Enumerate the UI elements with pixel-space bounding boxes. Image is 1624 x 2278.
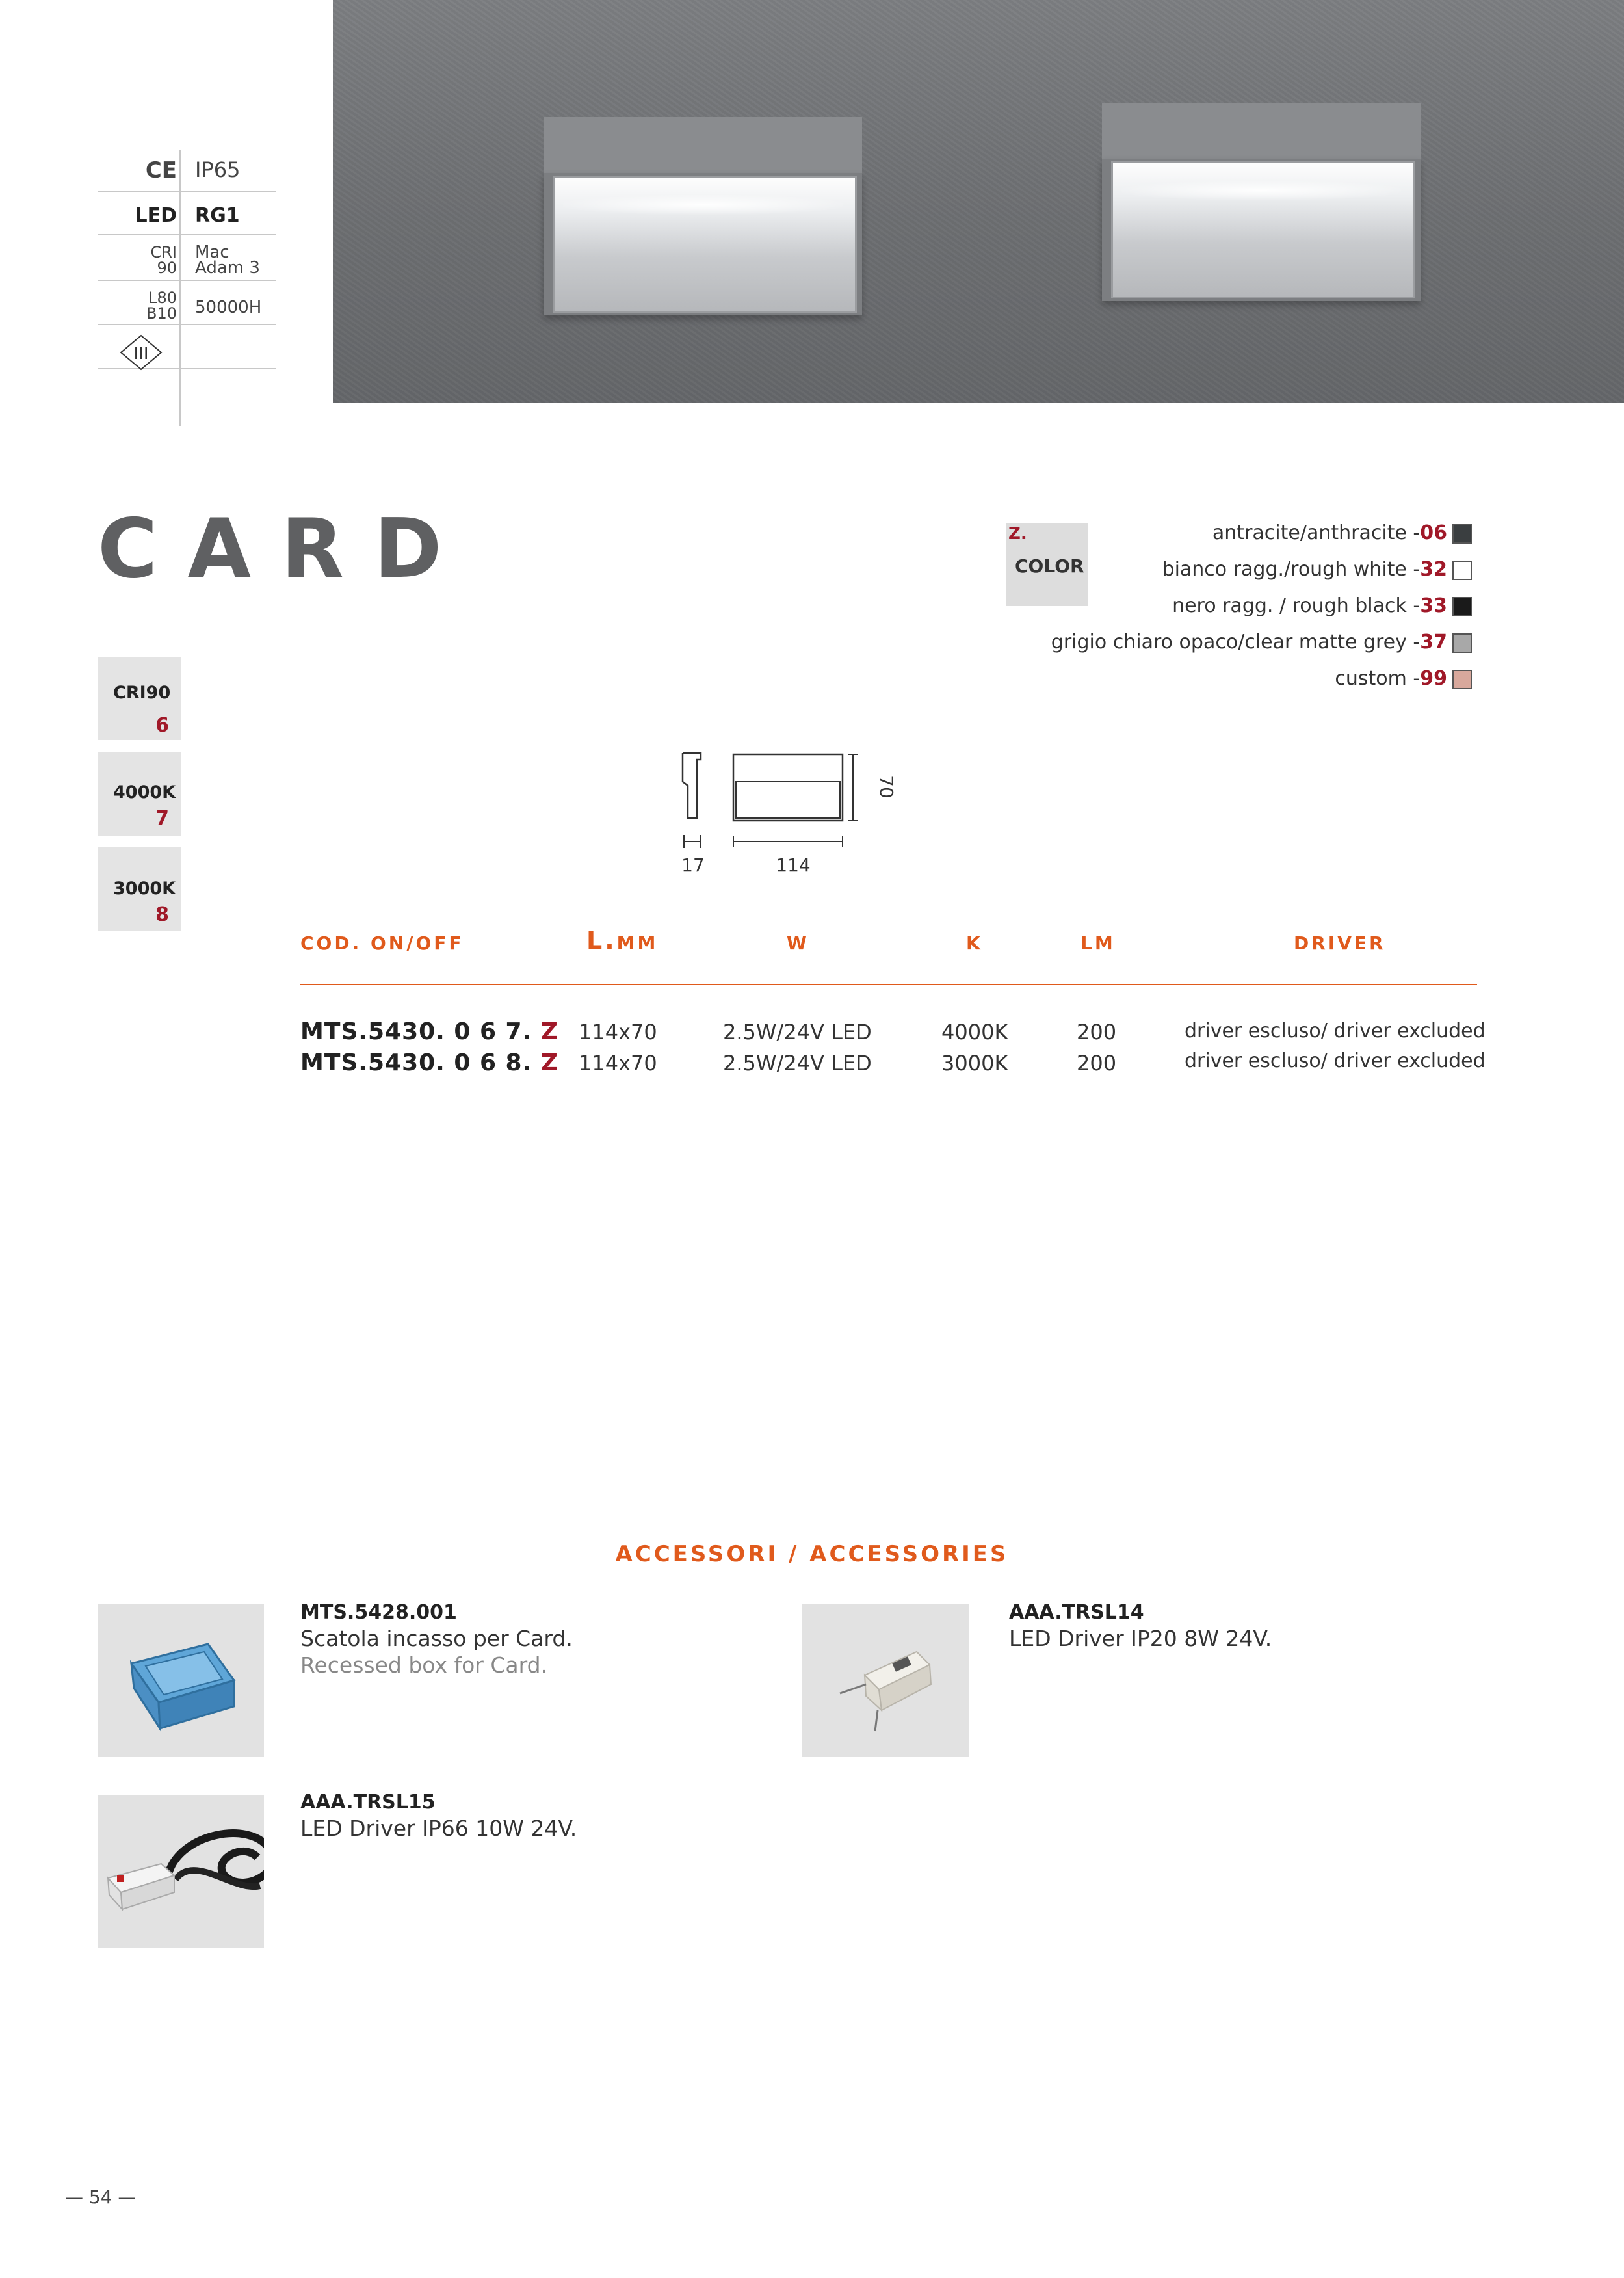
spec-row-led: [98, 192, 276, 235]
front-outline: [733, 754, 843, 821]
ip-rating: IP65: [195, 157, 241, 182]
color-option-anthracite: antracite/anthracite -06: [1212, 522, 1447, 544]
product-code: MTS.5430. 0 6 7. Z: [300, 1018, 558, 1045]
dimension-drawing: [663, 741, 923, 884]
accessory-desc-en: Recessed box for Card.: [300, 1652, 548, 1678]
led-class: RG1: [195, 204, 240, 227]
cell-lumen: 200: [1077, 1051, 1117, 1076]
recessed-box-icon: [98, 1604, 264, 1757]
cri-label: CRI: [150, 243, 177, 261]
accessory-desc: LED Driver IP66 10W 24V.: [300, 1816, 577, 1841]
badge-code: 6: [155, 714, 169, 737]
color-z-label: Z.: [1008, 524, 1027, 544]
cell-watt: 2.5W/24V LED: [723, 1020, 872, 1044]
width-dimension: 114: [776, 854, 811, 876]
col-header-driver: DRIVER: [1294, 933, 1386, 954]
badge-cri90: [98, 657, 181, 740]
cell-kelvin: 4000K: [941, 1020, 1008, 1044]
swatch-custom: [1452, 670, 1472, 689]
cell-kelvin: 3000K: [941, 1051, 1008, 1076]
badge-3000k: [98, 847, 181, 931]
cell-watt: 2.5W/24V LED: [723, 1051, 872, 1076]
badge-4000k: [98, 752, 181, 836]
cri-value: 90: [157, 259, 177, 277]
lamp-left: [544, 117, 862, 315]
swatch-black: [1452, 597, 1472, 616]
badge-code: 8: [155, 903, 169, 926]
col-header-lumen: LM: [1080, 933, 1116, 954]
depth-dimension: 17: [681, 854, 705, 876]
side-profile: [683, 753, 701, 818]
badge-label: 3000K: [113, 879, 176, 899]
swatch-white: [1452, 561, 1472, 580]
mac-label: Mac: [195, 243, 229, 262]
spec-row-ip: [98, 150, 276, 192]
badge-label: 4000K: [113, 782, 176, 802]
b10-label: B10: [146, 304, 177, 323]
lamp-right: [1102, 103, 1421, 301]
accessory-image-driver-ip20: [802, 1604, 969, 1757]
product-title: CARD: [98, 501, 472, 596]
color-box: [1006, 523, 1088, 606]
led-driver-cable-icon: [98, 1795, 264, 1948]
col-header-kelvin: K: [966, 933, 983, 954]
col-header-length: L.MM: [586, 926, 659, 955]
class-iii-label: III: [133, 344, 149, 364]
accessory-code: MTS.5428.001: [300, 1601, 457, 1624]
accessory-image-driver-ip66: [98, 1795, 264, 1948]
color-option-custom: custom -99: [1335, 667, 1447, 690]
product-code: MTS.5430. 0 6 8. Z: [300, 1050, 558, 1076]
col-header-code: COD. ON/OFF: [300, 933, 464, 954]
accessory-desc: Scatola incasso per Card.: [300, 1626, 573, 1651]
led-label: LED: [135, 204, 177, 227]
l80-label: L80: [148, 289, 177, 307]
led-driver-icon: [802, 1604, 969, 1757]
accessory-code: AAA.TRSL14: [1009, 1601, 1144, 1624]
cell-length: 114x70: [579, 1051, 657, 1076]
accessory-desc: LED Driver IP20 8W 24V.: [1009, 1626, 1272, 1651]
cell-driver: driver escluso/ driver excluded: [1185, 1050, 1486, 1072]
page-number: — 54 —: [65, 2186, 137, 2208]
badge-label: CRI90: [113, 683, 171, 703]
table-header-rule: [300, 984, 1477, 985]
badge-code: 7: [155, 807, 169, 830]
accessories-title: ACCESSORI / ACCESSORIES: [615, 1541, 1009, 1567]
product-photo: [333, 0, 1624, 403]
cell-driver: driver escluso/ driver excluded: [1185, 1020, 1486, 1042]
accessory-image-box: [98, 1604, 264, 1757]
color-option-white: bianco ragg./rough white -32: [1162, 558, 1447, 581]
life-hours: 50000H: [195, 298, 262, 317]
swatch-anthracite: [1452, 524, 1472, 544]
swatch-grey: [1452, 633, 1472, 653]
height-dimension: 70: [876, 775, 897, 799]
front-slot: [736, 782, 840, 818]
accessory-code: AAA.TRSL15: [300, 1791, 436, 1814]
class-iii-icon: [120, 334, 163, 371]
adam-label: Adam 3: [195, 258, 260, 278]
color-option-grey: grigio chiaro opaco/clear matte grey -37: [1051, 631, 1447, 654]
color-option-black: nero ragg. / rough black -33: [1172, 594, 1447, 617]
col-header-watt: W: [787, 933, 809, 954]
ce-mark: CE: [145, 157, 177, 183]
cell-length: 114x70: [579, 1020, 657, 1044]
cell-lumen: 200: [1077, 1020, 1117, 1044]
color-label: COLOR: [1015, 555, 1084, 577]
